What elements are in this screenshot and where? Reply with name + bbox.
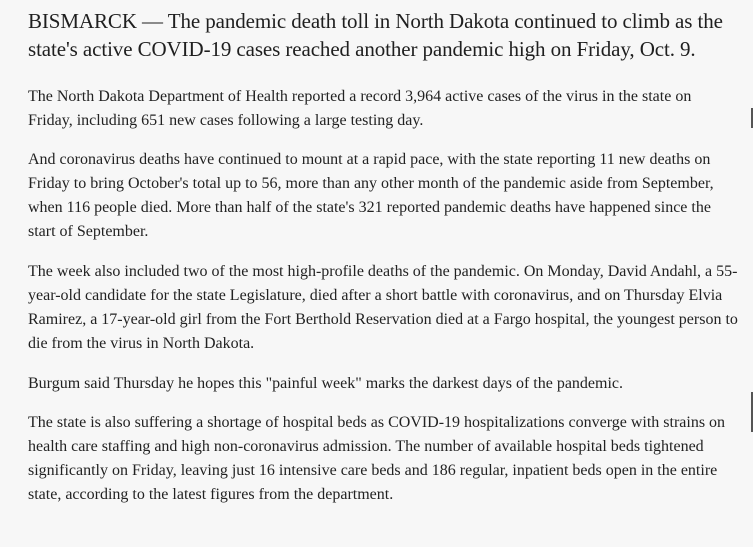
article-paragraph-3: The week also included two of the most high-profile deaths of the pandemic. On Monday, David Andahl, a 55-year-old candidate for the state Legislature, died after a short battle with coronavirus, and on Thursday Elvia Ramirez, a 17-year-old girl from the Fort Berthold Reservation died at a Fargo hospital, the youngest person to die from the virus in North Dakota. bbox=[28, 263, 738, 352]
article-paragraph-1: The North Dakota Department of Health reported a record 3,964 active cases of the virus in the state on Friday, including 651 new cases following a large testing day. bbox=[28, 88, 692, 129]
article-lede: BISMARCK — The pandemic death toll in North Dakota continued to climb as the state's active COVID-19 cases reached another pandemic high on Friday, Oct. 9. bbox=[28, 9, 723, 61]
article-paragraph-5: The state is also suffering a shortage of hospital beds as COVID-19 hospitalizations converge with strains on health care staffing and high non-coronavirus admission. The number of available hospital beds tightened significantly on Friday, leaving just 16 intensive care beds and 186 regular, inpatient beds open in the entire state, according to the latest figures from the department. bbox=[28, 414, 726, 503]
article-paragraph-2: And coronavirus deaths have continued to mount at a rapid pace, with the state reporting 11 new deaths on Friday to bring October's total up to 56, more than any other month of the pandemic aside from September, when 116 people died. More than half of the state's 321 reported pandemic deaths have happened since the start of September. bbox=[28, 151, 714, 240]
article-paragraph-4: Burgum said Thursday he hopes this "painful week" marks the darkest days of the pandemic. bbox=[28, 375, 624, 392]
article-body bbox=[28, 0, 740, 507]
